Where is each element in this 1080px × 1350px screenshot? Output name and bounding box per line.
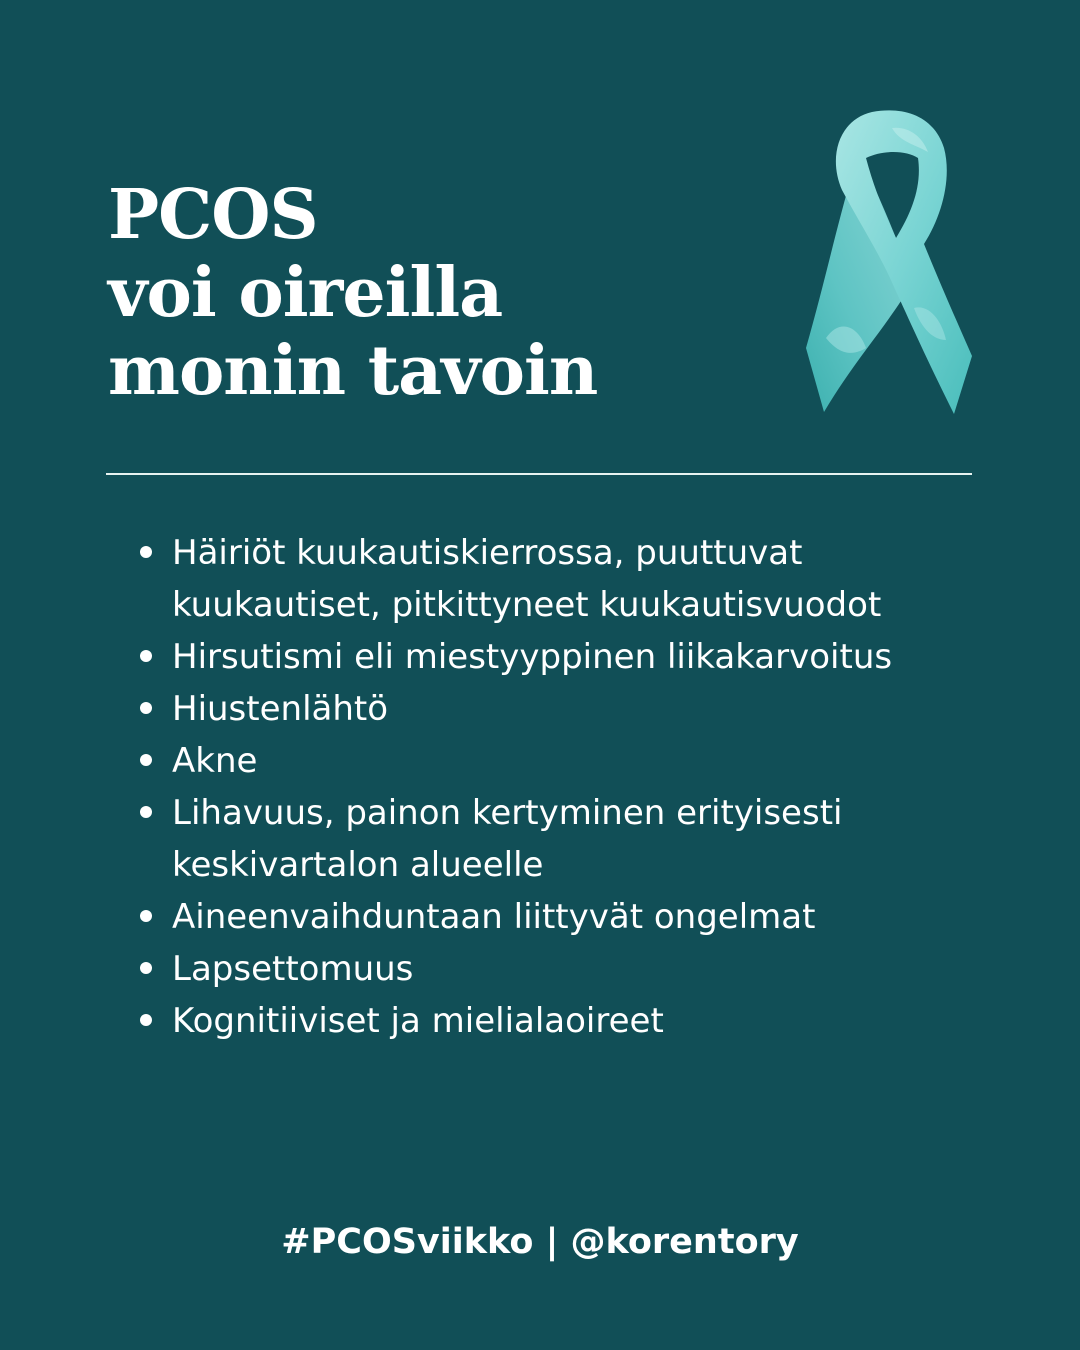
list-item [136, 735, 976, 787]
symptom-text: Aineenvaihduntaan liittyvät ongelmat [172, 897, 816, 937]
bullet-dot [140, 806, 152, 818]
list-item [136, 943, 976, 995]
symptom-text: Häiriöt kuukautiskierrossa, puuttuvat kuukautiset, pitkittyneet kuukautisvuodot [172, 533, 882, 625]
symptom-text: Akne [172, 741, 258, 781]
bullet-dot [140, 910, 152, 922]
list-item [136, 527, 976, 631]
list-item [136, 787, 976, 891]
bullet-dot [140, 702, 152, 714]
list-item [136, 631, 976, 683]
symptom-text: Lihavuus, painon kertyminen erityisesti keskivartalon alueelle [172, 793, 843, 885]
symptom-text: Kognitiiviset ja mielialaoireet [172, 1001, 664, 1041]
title-line-1: PCOS [108, 175, 318, 255]
bullet-dot [140, 1014, 152, 1026]
symptom-text: Hiustenlähtö [172, 689, 389, 729]
footer-hashtag-handle: #PCOSviikko | @korentory [281, 1222, 799, 1262]
bullet-dot [140, 754, 152, 766]
title-line-3: monin tavoin [108, 331, 598, 411]
list-item [136, 683, 976, 735]
list-item [136, 891, 976, 943]
page-title [108, 176, 728, 410]
title-line-2: voi oireilla [108, 253, 503, 333]
bullet-dot [140, 546, 152, 558]
divider [106, 473, 972, 475]
symptom-text: Hirsutismi eli miestyyppinen liikakarvoitus [172, 637, 893, 677]
symptom-list [136, 527, 976, 1047]
awareness-ribbon-icon [796, 108, 980, 420]
list-item [136, 995, 976, 1047]
bullet-dot [140, 650, 152, 662]
symptom-text: Lapsettomuus [172, 949, 414, 989]
bullet-dot [140, 962, 152, 974]
